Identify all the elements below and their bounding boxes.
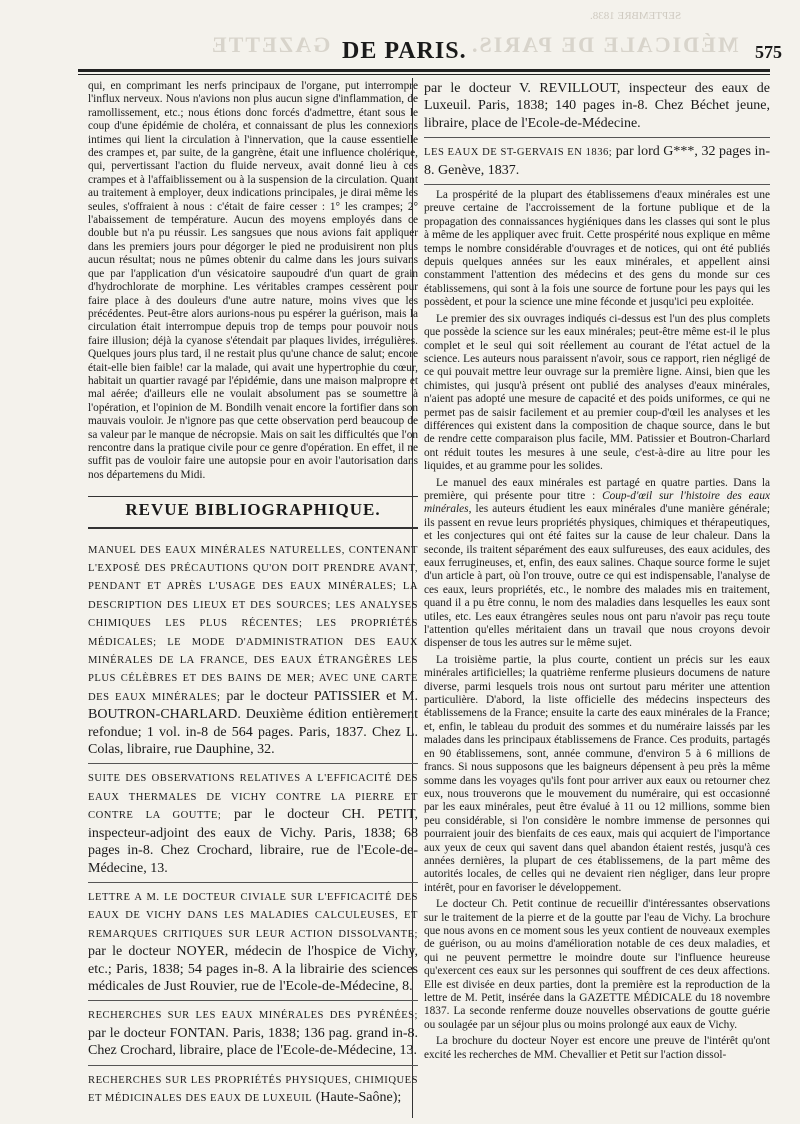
page-number: 575 (755, 42, 782, 62)
bleed-through-text-left: GAZETTE (210, 32, 331, 57)
entry-details: par lord G***, 32 pages in-8. Genève, 1837. (424, 144, 770, 178)
bibliography-entry-3 (88, 888, 418, 995)
review-paragraph-6: La brochure du docteur Noyer est encore une preuve de l'intérêt qu'ont excité les recherches de MM. Chevallier et Petit sur l'action dissol- (424, 1035, 770, 1061)
review-paragraph-3 (424, 477, 770, 651)
paragraph-text: Le docteur Ch. Petit continue de recueillir d'intéressantes observations sur le traitement de la pierre et de la goutte par l'eau de Vichy. La brochure que nous avons en ce moment sous les yeux contient de nouveaux exemples de guérison, ou au moins d'amélioration notable de ces deux maladies, et qui ne peuvent permettre le moindre doute sur l'influence heureuse qu'exercent ces eaux sur les personnes qui souffrent de ces deux affections. Elle est divisée en deux parties, dont la première est la reproduction de la lettre de M. Petit, insérée dans la (424, 898, 770, 1004)
continued-paragraph: qui, en comprimant les nerfs principaux de l'organe, put interrompre l'influx nerveux. Nous n'avions non plus aucun signe d'inflammation, de ramollissement, etc.; nous étions donc forcés d'admettre, étant sous le coup d'une épidémie de choléra, et connaissant de plus les connexions intimes qui lient la circulation à l'innervation, que la cause essentielle des crampes et, par suite, de la gangrène, était une influence cholérique, qui, pervertissant l'action du fluide nerveux, avait donné lieu à ces crampes et à l'affaiblissement ou à la suspension de la circulation. Quant au traitement à employer, deux indications principales, je dirai même les seules, s'offraient à nous : c'était de faire cesser : 1° les crampes; 2° l'abaissement de température. Aucun des moyens employés dans ce double but n'a pu réussir. Les sangsues que nous avions fait appliquer dans les premiers jours pour dégorger le pied ne produisirent non plus aucun résultat; nous ne pûmes obtenir du calme dans les jours suivans que par l'application d'un vésicatoire saupoudré d'un quart de grain d'hydrochlorate de morphine. Les véritables crampes cessèrent pour faire place à des douleurs d'une autre nature, moins vives que les précédentes. Peut-être alors aurions-nous pu espérer la guérison, mais la circulation était interrompue depuis trop de temps pour pouvoir nous faire illusion; déjà la cyanose s'étendait par plaques livides, irrégulières. Quelques jours plus tard, il ne restait plus qu'une chance de salut; encore était-elle bien faible! car la malade, qui avait une hypertrophie du cœur, habitait un quartier ravagé par l'épidémie, dans une maison malpropre et mal aérée; d'ailleurs elle ne voulait absolument pas se soumettre à l'opération, et l'opinion de M. Bondilh venait encore la fortifier dans son mauvais vouloir. Je n'ignore pas que cette observation perd beaucoup de sa valeur par le manque de nécropsie. Mais on sait les difficultés que l'on rencontre dans la pratique civile pour ce genre d'opération. En effet, il ne suffit pas de vouloir faire une autopsie pour en avoir l'autorisation dans nos départemens du Midi. (88, 80, 418, 481)
review-paragraph-5 (424, 898, 770, 1032)
running-title: DE PARIS. (342, 38, 467, 64)
entry-details: par le docteur PATISSIER et M. BOUTRON-CHARLARD. Deuxième édition entièrement refondue; 1 vol. in-8 de 564 pages. Paris, 1837. Chez L. Colas, libraire, rue Dauphine, 32. (88, 688, 418, 758)
entry-title: RECHERCHES SUR LES PROPRIÉTÉS PHYSIQUES, CHIMIQUES ET MÉDICINALES DES EAUX DE LUXEUIL (88, 1074, 418, 1104)
bibliography-entry-4 (88, 1006, 418, 1059)
entry-rule (88, 1065, 418, 1066)
bleed-through-text-right: MÉDICALE DE PARIS. (470, 32, 739, 57)
entry-title: RECHERCHES SUR LES EAUX MINÉRALES DES PYRÉNÉES; (88, 1010, 418, 1022)
paragraph-text: Le manuel des eaux minérales est partagé en quatre parties. Dans la première, qui présente pour titre : (424, 476, 770, 502)
journal-name: GAZETTE MÉDICALE (579, 992, 692, 1004)
bibliography-entry-5 (88, 1071, 418, 1108)
paragraph-text: , les auteurs étudient les eaux minérales d'une manière générale; ils passent en revue leurs propriétés physiques, chimiques et thérapeutiques, et les conjectures qui ont été faites sur la cause de leur chaleur. Dans la seconde, ils traitent séparément des eaux sulfureuses, des eaux acidules, des eaux ferrugineuses, et, enfin, des eaux salines. Chaque source forme le sujet d'un article à part, où l'on trouve, outre ce qui est indispensable, l'analyse de ces eaux, leurs propriétés, etc., le nombre des malades mis en traitement, quand il a pu être connu, le nom des maladies dans lesquelles les eaux sont utiles, etc. Les eaux étrangères seules nous ont paru n'avoir pas reçu toute l'attention qu'elles méritaient dans un travail que nous croyons devoir dispenser de tous les autres sur le même sujet. (424, 503, 770, 650)
bibliography-entry-1 (88, 541, 418, 759)
section-title: REVUE BIBLIOGRAPHIQUE. (125, 500, 381, 520)
entry-rule (424, 184, 770, 185)
entry-title: SUITE DES OBSERVATIONS RELATIVES A L'EFFICACITÉ DES EAUX THERMALES DE VICHY CONTRE LA PIERRE ET CONTRE LA GOUTTE; (88, 773, 418, 822)
italic-title: Coup-d'œil sur l'histoire des eaux minérales (424, 489, 770, 516)
header-rule-thin (78, 74, 770, 75)
review-paragraph-4: La troisième partie, la plus courte, contient un précis sur les eaux minérales artificielles; la quatrième renferme plusieurs documens de nature diverse, parmi lesquels trois nous ont surtout paru mériter une attention particulière. D'abord, la liste officielle des médecins inspecteurs des établissemens de la France; ensuite la carte des eaux minérales de la France; et, enfin, le tableau du produit des sommes et du numéraire laissés par les malades dans les principaux établissemens de France. Ces produits, partagés en 90 établissemens, sont, année commune, d'environ 5 à 6 millions de francs. Si nous supposons que les baigneurs dépensent à peu près la même somme dans les voyages qu'ils font pour arriver aux eaux ou retourner chez eux, nous trouverons que le mouvement du numéraire, qui est occasionné par les eaux minérales, peut être évalué à 11 ou 12 millions, somme bien peu considérable, si l'on considère le nombre immense de personnes qui pourraient jouir des bienfaits de ces eaux, mais qui acquiert de l'importance aux yeux de ceux qui savent dans quel abandon étaient restés, jusqu'à ces années dernières, la plupart de ces établissemens, de la part même des autorités locales, de celles qui ne devaient rien négliger, dans leur propre intérêt, pour en favoriser le développement. (424, 653, 770, 894)
entry-title: MANUEL DES EAUX MINÉRALES NATURELLES, CONTENANT L'EXPOSÉ DES PRÉCAUTIONS QU'ON DOIT PRENDRE AVANT, PENDANT ET APRÈS L'USAGE DES EAUX MINÉRALES; LA DESCRIPTION DES LIEUX ET DES SOURCES; LES ANALYSES CHIMIQUES LES PLUS RÉCENTES; LES PROPRIÉTÉS MÉDICALES; LE MODE D'ADMINISTRATION DES EAUX MINÉRALES DE LA FRANCE, DES EAUX ÉTRANGÈRES LES PLUS CÉLÈBRES ET DES BAINS DE MER; AVEC UNE CARTE DES EAUX MINÉRALES; (88, 544, 418, 703)
bleed-through-date: SEPTEMBRE 1838. (590, 10, 682, 22)
entry-title: LES EAUX DE ST-GERVAIS EN 1836; (424, 147, 613, 159)
entry-rule (424, 137, 770, 138)
entry-rule (88, 763, 418, 764)
page-header (0, 0, 800, 68)
left-column (88, 80, 418, 1112)
bibliography-entry-2 (88, 769, 418, 876)
entry-details: (Haute-Saône); (312, 1089, 402, 1105)
review-paragraph-1: La prospérité de la plupart des établissemens d'eaux minérales est une preuve certaine de l'accroissement de la fortune publique et de la propagation des connaissances hygiéniques dans les classes qui sont le plus à même de les appliquer avec fruit. Cette prospérité nous explique en même temps le nombre considérable d'ouvrages et de notices, qui ont été publiés depuis quelques années sur les eaux minérales, et appellent ainsi constamment l'attention des médecins et des gens du monde sur ces établissemens, qui sont à la fois une source de fortune pour les pays qui les possèdent, et pour la science une mine féconde et jusqu'ici peu exploitée. (424, 189, 770, 309)
entry-rule (88, 882, 418, 883)
entry-title: LETTRE A M. LE DOCTEUR CIVIALE SUR L'EFFICACITÉ DES EAUX DE VICHY DANS LES MALADIES CALCULEUSES, ET REMARQUES CRITIQUES SUR LEUR ACTION DISSOLVANTE; (88, 891, 418, 940)
paragraph-text: du 18 novembre 1837. La seconde renferme douze nouvelles observations de goutte guérie ou soulagée par un séjour plus ou moins prolongé aux eaux de Vichy. (424, 992, 770, 1031)
section-rule (88, 496, 418, 497)
entry-details: par le docteur FONTAN. Paris, 1838; 136 pag. grand in-8. Chez Crochard, libraire, place de l'Ecole-de-Médecine, 13. (88, 1025, 418, 1059)
entry-details: par le docteur NOYER, médecin de l'hospice de Vichy, etc.; Paris, 1838; 54 pages in-8. A la librairie des sciences médicales de Just Rouvier, rue de l'Ecole-de-Médecine, 8. (88, 944, 418, 994)
bibliography-entry-5-continued: par le docteur V. REVILLOUT, inspecteur des eaux de Luxeuil. Paris, 1838; 140 pages in-8. Chez Béchet jeune, libraire, place de l'Ecole-de-Médecine. (424, 81, 770, 131)
right-column (424, 80, 770, 1065)
review-paragraph-2: Le premier des six ouvrages indiqués ci-dessus est l'un des plus complets que possède la science sur les eaux minérales; peut-être même est-il le plus complet et le seul qui soit réellement au courant de l'état actuel de la science. Les auteurs nous paraissent n'avoir, sous ce rapport, rien négligé de ce qui pouvait mettre leur ouvrage sur la première ligne. Ainsi, bien que les chimistes, qui jusqu'à présent ont publié des analyses d'eaux minérales, n'aient pas adopté une mesure de capacité et des poids uniformes, ce qui ne permet pas de saisir facilement et au premier coup-d'œil les analyses et les différences qui existent dans la composition de chaque source, dans le but de rendre cette comparaison plus facile, MM. Patissier et Boutron-Charlard ont réduit toutes les mesures à une seule, c'est-à-dire au litre pour les liquides, et au gramme pour les solides. (424, 312, 770, 473)
section-rule-under-title (88, 527, 418, 529)
entry-rule (88, 1000, 418, 1001)
header-rule-thick (78, 69, 770, 72)
bibliography-entry-6 (424, 143, 770, 179)
entry-details: par le docteur CH. PETIT, inspecteur-adjoint des eaux de Vichy. Paris, 1838; 68 pages in-8. Chez Crochard, libraire, rue de l'Ecole-de-Médecine, 13. (88, 807, 418, 876)
